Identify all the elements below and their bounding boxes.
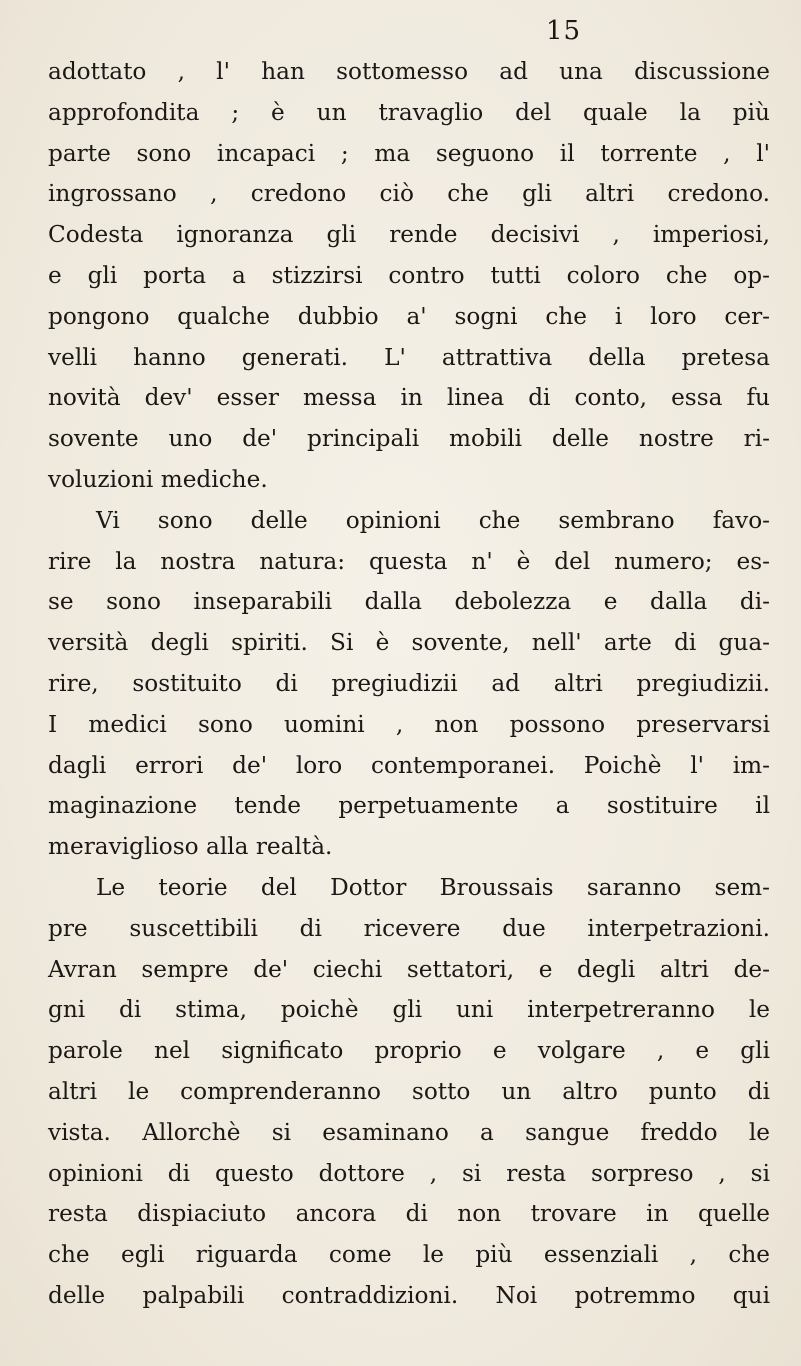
text-line: adottato , l' han sottomesso ad una discussione [48, 58, 770, 85]
text-line: che egli riguarda come le più essenziali , che [48, 1241, 770, 1269]
text-line: parole nel significato proprio e volgare , e gli [48, 1037, 770, 1065]
text-line: parte sono incapaci ; ma seguono il torrente , l' [48, 139, 770, 167]
text-line: pongono qualche dubbio a' sogni che i loro cer- [48, 302, 770, 330]
text-line: delle palpabili contraddizioni. Noi potremmo qui [48, 1281, 770, 1309]
text-line: meraviglioso alla realtà. [48, 833, 333, 861]
paragraph-start-line: Le teorie del Dottor Broussais saranno sem- [96, 873, 770, 901]
text-line: rire la nostra natura: questa n' è del numero; es- [48, 547, 770, 575]
text-line: approfondita ; è un travaglio del quale la più [48, 98, 770, 126]
text-line: Codesta ignoranza gli rende decisivi , imperiosi, [48, 221, 770, 249]
text-line: velli hanno generati. L' attrattiva della pretesa [48, 343, 770, 371]
text-line: se sono inseparabili dalla debolezza e dalla di- [48, 588, 770, 616]
text-line: opinioni di questo dottore , si resta sorpreso , si [48, 1159, 770, 1187]
text-line: voluzioni mediche. [48, 465, 268, 493]
text-line: pre suscettibili di ricevere due interpetrazioni. [48, 914, 770, 942]
text-line: ingrossano , credono ciò che gli altri credono. [48, 180, 770, 208]
body-text [48, 52, 770, 1317]
text-line: resta dispiaciuto ancora di non trovare in quelle [48, 1200, 770, 1228]
paragraph-start-line: Vi sono delle opinioni che sembrano favo- [96, 506, 770, 534]
text-line: I medici sono uomini , non possono preservarsi [48, 710, 770, 738]
text-line: maginazione tende perpetuamente a sostituire il [48, 792, 770, 820]
page-number: 15 [546, 16, 582, 46]
text-line: sovente uno de' principali mobili delle nostre ri- [48, 425, 770, 453]
text-line: vista. Allorchè si esaminano a sangue freddo le [48, 1118, 770, 1146]
text-line: altri le comprenderanno sotto un altro punto di [48, 1077, 770, 1105]
text-line: gni di stima, poichè gli uni interpetreranno le [48, 996, 770, 1024]
text-line: novità dev' esser messa in linea di conto, essa fu [48, 384, 770, 412]
text-line: e gli porta a stizzirsi contro tutti coloro che op- [48, 261, 770, 289]
text-line: Avran sempre de' ciechi settatori, e degli altri de- [48, 955, 770, 983]
text-line: dagli errori de' loro contemporanei. Poichè l' im- [48, 751, 770, 779]
text-line: versità degli spiriti. Si è sovente, nell' arte di gua- [48, 629, 770, 657]
text-line: rire, sostituito di pregiudizii ad altri pregiudizii. [48, 669, 770, 697]
